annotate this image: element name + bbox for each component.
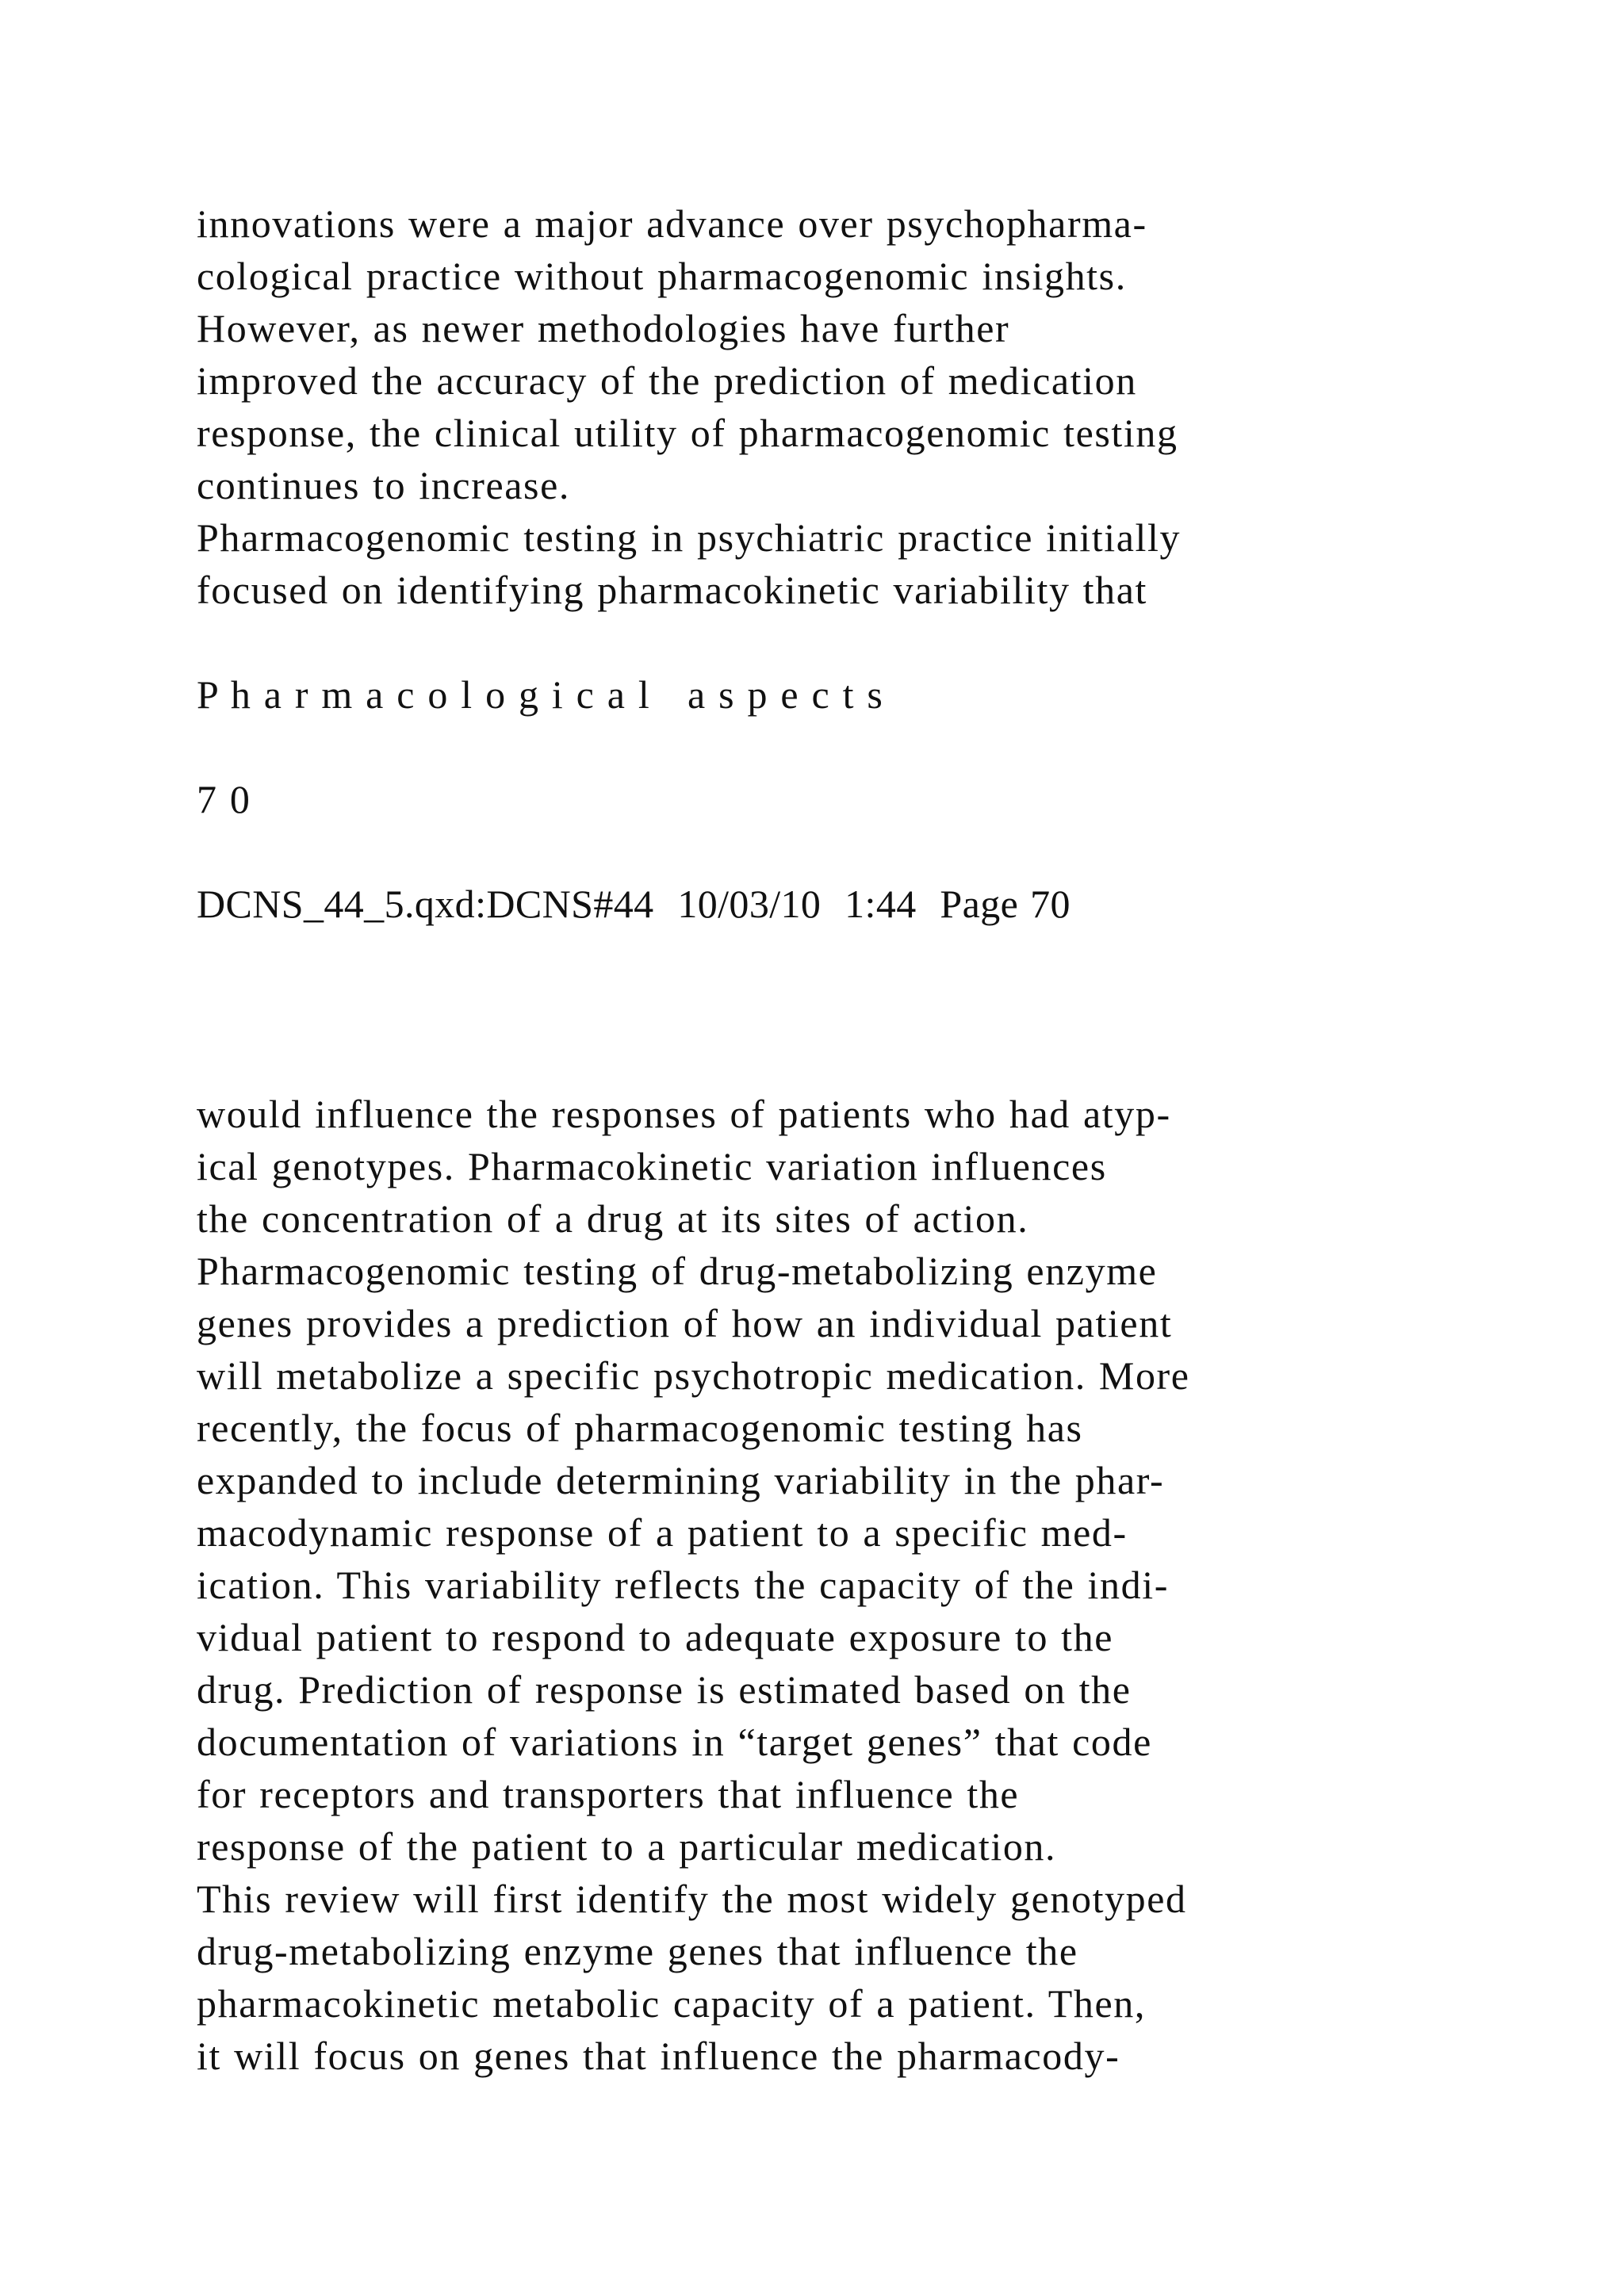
text-line: response of the patient to a particular medication. [197, 1824, 1057, 1869]
text-line: drug-metabolizing enzyme genes that influence the [197, 1929, 1078, 1973]
text-line: pharmacokinetic metabolic capacity of a patient. Then, [197, 1981, 1147, 2026]
text-line: Pharmacogenomic testing in psychiatric practice initially [197, 515, 1182, 560]
text-line: cological practice without pharmacogenomic insights. [197, 254, 1127, 298]
text-line: macodynamic response of a patient to a specific med- [197, 1510, 1128, 1555]
text-line: vidual patient to respond to adequate exposure to the [197, 1615, 1114, 1659]
text-line: ical genotypes. Pharmacokinetic variation influences [197, 1144, 1107, 1188]
text-line: it will focus on genes that influence the pharmacody- [197, 2034, 1120, 2078]
text-line: ication. This variability reflects the capacity of the indi- [197, 1563, 1169, 1607]
text-line: for receptors and transporters that influence the [197, 1772, 1020, 1816]
text-line: documentation of variations in “target genes” that code [197, 1720, 1152, 1764]
text-line: will metabolize a specific psychotropic medication. More [197, 1353, 1190, 1398]
text-line: focused on identifying pharmacokinetic variability that [197, 568, 1148, 612]
text-line: innovations were a major advance over psychopharma- [197, 201, 1147, 246]
text-line: expanded to include determining variability in the phar- [197, 1458, 1165, 1502]
text-line: genes provides a prediction of how an individual patient [197, 1301, 1173, 1345]
text-line: the concentration of a drug at its sites of action. [197, 1196, 1029, 1241]
text-line: This review will first identify the most widely genotyped [197, 1877, 1187, 1921]
text-line: would influence the responses of patients who had atyp- [197, 1092, 1171, 1136]
text-line: recently, the focus of pharmacogenomic testing has [197, 1406, 1083, 1450]
text-line: However, as newer methodologies have further [197, 306, 1010, 350]
section-header: P h a r m a c o l o g i c a l a s p e c t s [197, 672, 884, 717]
text-line: continues to increase. [197, 463, 570, 507]
page-number: 7 0 [197, 777, 251, 821]
file-info: DCNS_44_5.qxd:DCNS#44 10/03/10 1:44 Page 70 [197, 882, 1071, 926]
text-line: response, the clinical utility of pharmacogenomic testing [197, 411, 1178, 455]
text-line: improved the accuracy of the prediction of medication [197, 358, 1137, 403]
text-line: drug. Prediction of response is estimated based on the [197, 1667, 1132, 1712]
text-line: Pharmacogenomic testing of drug-metabolizing enzyme [197, 1249, 1158, 1293]
